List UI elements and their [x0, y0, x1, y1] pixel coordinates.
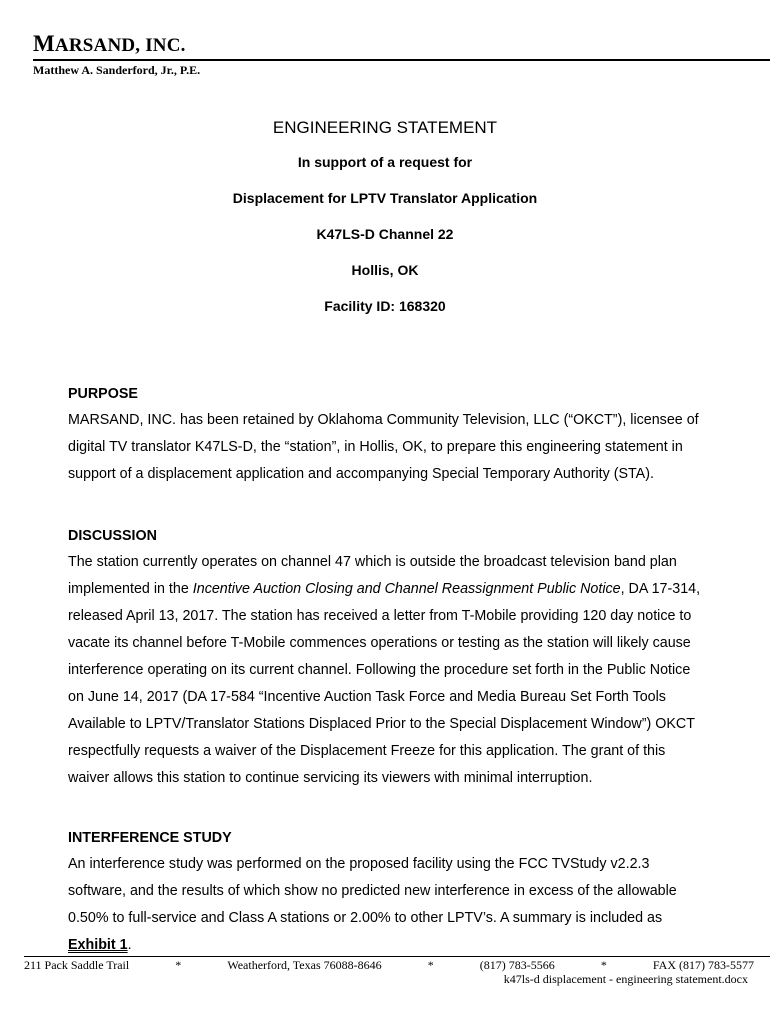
footer-divider — [24, 956, 770, 957]
discussion-text-part2: , DA 17-314, released April 13, 2017. The station has received a letter from T-Mobile providing 120 day notice to vacate its channel before T-Mobile commences operations or testing as the station will likely cause interference operating on its current channel. Following the procedure set forth in the Public Notice on June 14, 2017 (DA 17-584 “Incentive Auction Task Force and Media Bureau Set Forth Tools Available to LPTV/Translator Stations Displaced Prior to the Special Displacement Window”) OKCT respectfully requests a waiver of the Displacement Freeze for this application. The grant of this waiver allows this station to continue servicing its viewers with minimal interruption. — [68, 581, 701, 786]
footer-separator: * — [427, 958, 434, 972]
footer-filename: k47ls-d displacement - engineering statement.docx — [503, 972, 748, 986]
interference-text — [68, 851, 708, 959]
company-initial: M — [33, 31, 55, 56]
interference-text-end: . — [127, 937, 132, 953]
footer-address: 211 Pack Saddle Trail — [24, 958, 130, 972]
interference-heading: INTERFERENCE STUDY — [68, 830, 232, 846]
discussion-heading: DISCUSSION — [68, 528, 157, 544]
footer-separator: * — [175, 958, 182, 972]
header-divider — [33, 59, 770, 61]
subtitle-facility-id: Facility ID: 168320 — [324, 298, 446, 314]
purpose-text: MARSAND, INC. has been retained by Oklahoma Community Television, LLC (“OKCT”), licensee of digital TV translator K47LS-D, the “station”, in Hollis, OK, to prepare this engineering statement in support of a displacement application and accompanying Special Temporary Authority (STA). — [68, 412, 699, 482]
engineer-name: Matthew A. Sanderford, Jr., P.E. — [33, 63, 201, 77]
subtitle-station: K47LS-D Channel 22 — [316, 226, 454, 242]
subtitle-location: Hollis, OK — [351, 262, 419, 278]
purpose-section — [68, 381, 708, 488]
interference-section — [68, 825, 708, 959]
discussion-text-part1: The station currently operates on channel 47 which is outside the broadcast television band plan implemented in the — [68, 554, 677, 597]
discussion-section — [68, 523, 708, 792]
footer-city: Weatherford, Texas 76088-8646 — [227, 958, 382, 972]
exhibit-1-link[interactable]: Exhibit 1 — [68, 937, 128, 953]
footer-phone: (817) 783-5566 — [479, 958, 555, 972]
discussion-text — [68, 549, 708, 792]
footer-separator: * — [600, 958, 607, 972]
page-footer — [24, 958, 754, 973]
subtitle-application: Displacement for LPTV Translator Application — [232, 190, 538, 206]
company-name-rest: ARSAND, INC. — [54, 35, 186, 56]
purpose-heading: PURPOSE — [68, 386, 138, 402]
footer-fax: FAX (817) 783-5577 — [652, 958, 754, 972]
document-title: ENGINEERING STATEMENT — [272, 118, 498, 137]
company-name — [33, 31, 186, 57]
public-notice-title: Incentive Auction Closing and Channel Reassignment Public Notice — [192, 581, 621, 597]
subtitle-request: In support of a request for — [297, 154, 473, 170]
interference-text-body: An interference study was performed on the proposed facility using the FCC TVStudy v2.2.3 software, and the results of which show no predicted new interference in excess of the allowable 0.50% to full-service and Class A stations or 2.00% to other LPTV’s. A summary is included as — [68, 856, 677, 926]
